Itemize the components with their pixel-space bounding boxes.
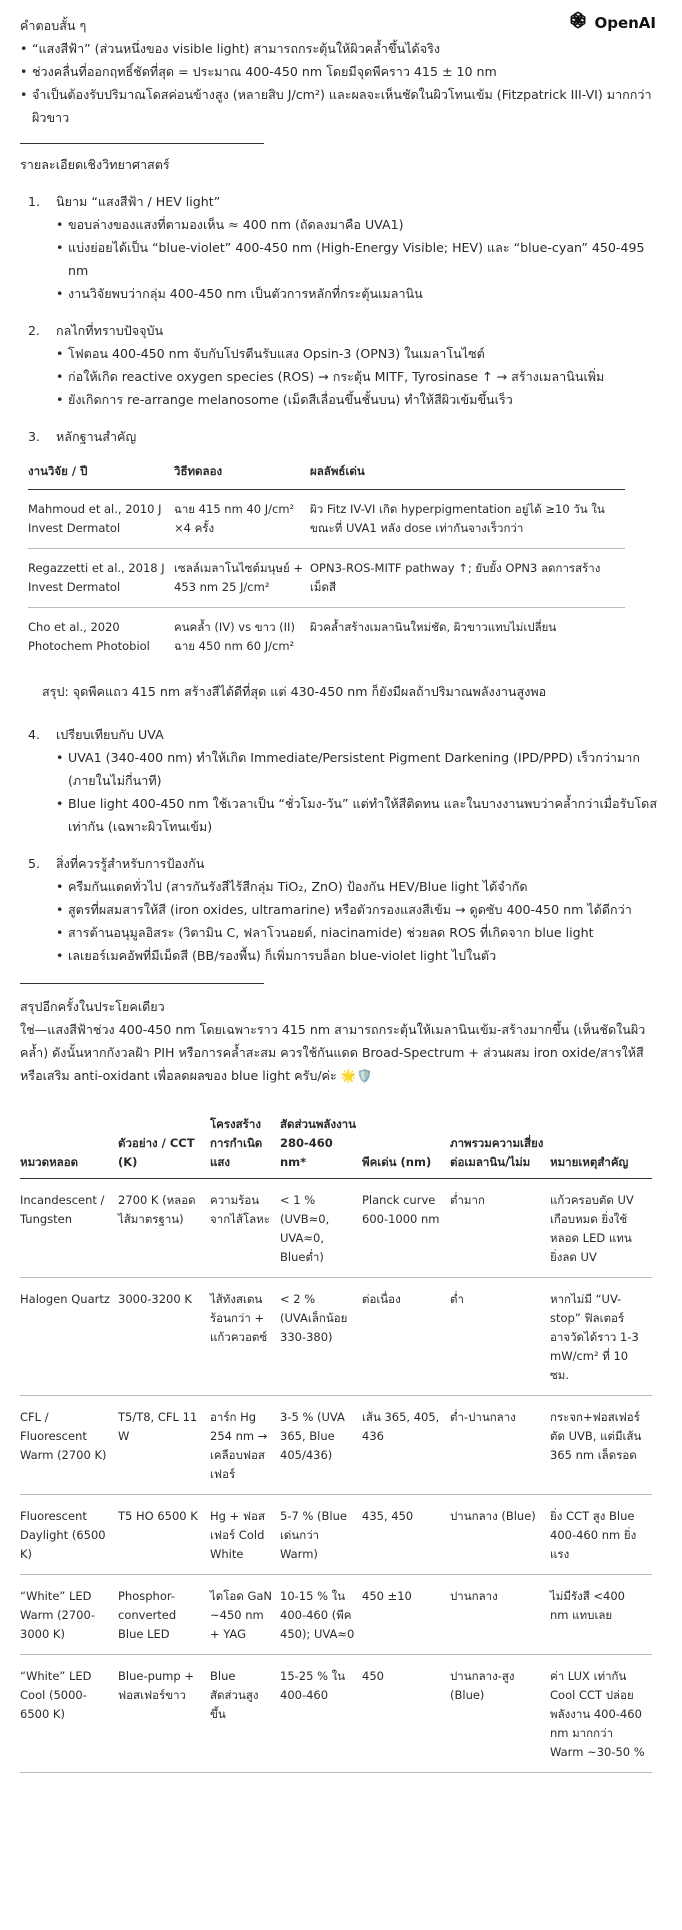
summary-emojis: 🌟🛡️ xyxy=(340,1068,373,1083)
section-title: สิ่งที่ควรรู้สำหรับการป้องกัน xyxy=(56,856,205,871)
table-cell: OPN3-ROS-MITF pathway ↑; ยับยั้ง OPN3 ลดการสร้างเม็ดสี xyxy=(310,549,625,608)
divider xyxy=(20,143,264,144)
table-cell: ปานกลาง (Blue) xyxy=(450,1495,550,1575)
table-cell: Blue สัดส่วนสูงขึ้น xyxy=(210,1655,280,1773)
table-cell: ต่ำ xyxy=(450,1278,550,1396)
science-list xyxy=(20,190,660,448)
section-4 xyxy=(28,723,660,838)
table-cell: Mahmoud et al., 2010 J Invest Dermatol xyxy=(28,490,174,549)
table-cell: Phosphor-converted Blue LED xyxy=(118,1575,210,1655)
table-cell: ไม่มีรังสี <400 nm แทบเลย xyxy=(550,1575,652,1655)
table-cell: อาร์ก Hg 254 nm → เคลือบฟอสเฟอร์ xyxy=(210,1396,280,1495)
section-number: 5. xyxy=(28,856,41,871)
section-bullet: • สารต้านอนุมูลอิสระ (วิตามิน C, ฟลาโวนอยด์, niacinamide) ช่วยลด ROS ที่เกิดจาก blue light xyxy=(56,921,660,944)
table-cell: ปานกลาง xyxy=(450,1575,550,1655)
table-cell: < 2 % (UVAเล็กน้อย 330-380) xyxy=(280,1278,362,1396)
section-bullet: • สูตรที่ผสมสารให้สี (iron oxides, ultramarine) หรือตัวกรองแสงสีเข้ม → ดูดซับ 400-450 nm ได้ดีกว่า xyxy=(56,898,660,921)
intro-heading: คำตอบสั้น ๆ xyxy=(20,18,87,33)
table-cell: Incandescent / Tungsten xyxy=(20,1179,118,1278)
table-cell: Halogen Quartz xyxy=(20,1278,118,1396)
table-row xyxy=(28,608,625,667)
section-number: 2. xyxy=(28,323,41,338)
section-title: เปรียบเทียบกับ UVA xyxy=(56,727,164,742)
intro-bullet: • ช่วงคลื่นที่ออกฤทธิ์ชัดที่สุด = ประมาณ 400-450 nm โดยมีจุดพีคราว 415 ± 10 nm xyxy=(20,60,660,83)
table-cell: T5 HO 6500 K xyxy=(118,1495,210,1575)
intro-bullets xyxy=(20,37,660,129)
table-row xyxy=(20,1575,652,1655)
table-cell: Regazzetti et al., 2018 J Invest Dermatol xyxy=(28,549,174,608)
table-header: ตัวอย่าง / CCT (K) xyxy=(118,1115,210,1179)
table-cell: 450 ±10 xyxy=(362,1575,450,1655)
evidence-table xyxy=(28,448,625,666)
table-row xyxy=(20,1278,652,1396)
section-2 xyxy=(28,319,660,411)
evidence-summary: สรุป: จุดพีคแถว 415 nm สร้างสีได้ดีที่สุด แต่ 430-450 nm ก็ยังมีผลถ้าปริมาณพลังงานสูงพอ xyxy=(42,684,547,699)
table-cell: < 1 % (UVB≈0, UVA≈0, Blueต่ำ) xyxy=(280,1179,362,1278)
table-header: โครงสร้างการกำเนิดแสง xyxy=(210,1115,280,1179)
table-header: พีคเด่น (nm) xyxy=(362,1115,450,1179)
table-cell: ผิว Fitz IV-VI เกิด hyperpigmentation อยู่ได้ ≥10 วัน ในขณะที่ UVA1 หลัง dose เท่ากันจางเร็วกว่า xyxy=(310,490,625,549)
table-cell: “White” LED Cool (5000-6500 K) xyxy=(20,1655,118,1773)
table-cell: ปานกลาง-สูง (Blue) xyxy=(450,1655,550,1773)
summary-text: ใช่—แสงสีฟ้าช่วง 400-450 nm โดยเฉพาะราว 415 nm สามารถกระตุ้นให้เมลานินเข้ม-สร้างมากขึ้น (เห็นชัดในผิวคล้ำ) ดังนั้นหากกังวลฝ้า PIH หรือการคล้ำสะสม ควรใช้กันแดด Broad-Spectrum + ส่วนผสม iron oxide/สารให้สี หรือเสริม anti-oxidant เพื่อลดผลของ blue light ครับ/ค่ะ 🌟🛡️ xyxy=(20,1018,660,1087)
section-title: กลไกที่ทราบปัจจุบัน xyxy=(56,323,164,338)
table-cell: ไดโอด GaN ~450 nm + YAG xyxy=(210,1575,280,1655)
table-cell: ไส้ทังสเตนร้อนกว่า + แก้วควอตซ์ xyxy=(210,1278,280,1396)
table-cell: ต่ำ-ปานกลาง xyxy=(450,1396,550,1495)
table-row xyxy=(28,490,625,549)
table-cell: เส้น 365, 405, 436 xyxy=(362,1396,450,1495)
table-cell: “White” LED Warm (2700-3000 K) xyxy=(20,1575,118,1655)
table-cell: ต่อเนื่อง xyxy=(362,1278,450,1396)
section-bullet: • ขอบล่างของแสงที่ตามองเห็น ≈ 400 nm (ถัดลงมาคือ UVA1) xyxy=(56,213,660,236)
table-row xyxy=(20,1655,652,1773)
divider xyxy=(20,983,264,984)
section-title: นิยาม “แสงสีฟ้า / HEV light” xyxy=(56,194,221,209)
table-header: หมายเหตุสำคัญ xyxy=(550,1115,652,1179)
section-5 xyxy=(28,852,660,967)
table-cell: Planck curve 600-1000 nm xyxy=(362,1179,450,1278)
table-cell: ฉาย 415 nm 40 J/cm² ×4 ครั้ง xyxy=(174,490,310,549)
table-cell: ผิวคล้ำสร้างเมลานินใหม่ชัด, ผิวขาวแทบไม่เปลี่ยน xyxy=(310,620,557,634)
table-cell: Blue-pump + ฟอสเฟอร์ขาว xyxy=(118,1655,210,1773)
table-header: ผลลัพธ์เด่น xyxy=(310,448,625,490)
science-list-continued xyxy=(20,723,660,967)
table-cell: Cho et al., 2020 Photochem Photobiol xyxy=(28,620,150,653)
section-1 xyxy=(28,190,660,305)
table-cell: แก้วครอบตัด UV เกือบหมด ยิ่งใช้หลอด LED แทน ยิ่งลด UV xyxy=(550,1179,652,1278)
table-row xyxy=(20,1179,652,1278)
table-cell: Fluorescent Daylight (6500 K) xyxy=(20,1495,118,1575)
table-cell: 5-7 % (Blue เด่นกว่า Warm) xyxy=(280,1495,362,1575)
section-bullet: • โฟตอน 400-450 nm จับกับโปรตีนรับแสง Opsin-3 (OPN3) ในเมลาโนไซต์ xyxy=(56,342,660,365)
lamp-table xyxy=(20,1115,652,1773)
section-title: หลักฐานสำคัญ xyxy=(56,429,137,444)
table-cell: ค่า LUX เท่ากัน Cool CCT ปล่อยพลังงาน 400-460 nm มากกว่า Warm ~30-50 % xyxy=(550,1655,652,1773)
section-bullet: • ยังเกิดการ re-arrange melanosome (เม็ดสีเลื่อนขึ้นชั้นบน) ทำให้สีผิวเข้มขึ้นเร็ว xyxy=(56,388,660,411)
brand-name: OpenAI xyxy=(594,14,656,32)
section-bullet: • ครีมกันแดดทั่วไป (สารกันรังสีไร้สีกลุ่ม TiO₂, ZnO) ป้องกัน HEV/Blue light ได้จำกัด xyxy=(56,875,660,898)
section-number: 3. xyxy=(28,429,41,444)
section-bullet: • เลเยอร์เมคอัพที่มีเม็ดสี (BB/รองพื้น) ก็เพิ่มการบล็อก blue-violet light ไปในตัว xyxy=(56,944,660,967)
section-bullet: • งานวิจัยพบว่ากลุ่ม 400-450 nm เป็นตัวการหลักที่กระตุ้นเมลานิน xyxy=(56,282,660,305)
table-cell: 450 xyxy=(362,1655,450,1773)
table-header: ภาพรวมความเสี่ยงต่อเมลานิน/ไม่ม xyxy=(450,1115,550,1179)
section-number: 4. xyxy=(28,727,41,742)
section-number: 1. xyxy=(28,194,41,209)
table-cell: 10-15 % ใน 400-460 (พีค 450); UVA≈0 xyxy=(280,1575,362,1655)
table-cell: CFL / Fluorescent Warm (2700 K) xyxy=(20,1396,118,1495)
section-bullet: • UVA1 (340-400 nm) ทำให้เกิด Immediate/Persistent Pigment Darkening (IPD/PPD) เร็วกว่ามาก (ภายในไม่กี่นาที) xyxy=(56,746,660,792)
table-cell: ความร้อนจากไส้โลหะ xyxy=(210,1179,280,1278)
table-header: หมวดหลอด xyxy=(20,1115,118,1179)
table-cell: 3-5 % (UVA 365, Blue 405/436) xyxy=(280,1396,362,1495)
table-cell: Hg + ฟอสเฟอร์ Cold White xyxy=(210,1495,280,1575)
table-row xyxy=(20,1396,652,1495)
section-bullet: • ก่อให้เกิด reactive oxygen species (ROS) → กระตุ้น MITF, Tyrosinase ↑ → สร้างเมลานินเพิ่ม xyxy=(56,365,660,388)
intro-bullet: • จำเป็นต้องรับปริมาณโดสค่อนข้างสูง (หลายสิบ J/cm²) และผลจะเห็นชัดในผิวโทนเข้ม (Fitzpatrick III-VI) มากกว่าผิวขาว xyxy=(20,83,660,129)
intro-bullet: • “แสงสีฟ้า” (ส่วนหนึ่งของ visible light) สามารถกระตุ้นให้ผิวคล้ำขึ้นได้จริง xyxy=(20,37,660,60)
table-cell: 3000-3200 K xyxy=(118,1278,210,1396)
table-header: สัดส่วนพลังงาน 280-460 nm* xyxy=(280,1115,362,1179)
table-cell: เซลล์เมลาโนไซต์มนุษย์ + 453 nm 25 J/cm² xyxy=(174,549,310,608)
table-cell: 15-25 % ใน 400-460 xyxy=(280,1655,362,1773)
section-bullet: • แบ่งย่อยได้เป็น “blue-violet” 400-450 nm (High-Energy Visible; HEV) และ “blue-cyan” 450-495 nm xyxy=(56,236,660,282)
table-row xyxy=(20,1495,652,1575)
table-header: วิธีทดลอง xyxy=(174,448,310,490)
science-heading: รายละเอียดเชิงวิทยาศาสตร์ xyxy=(20,157,170,172)
table-cell: หากไม่มี “UV-stop” ฟิลเตอร์ อาจวัดได้ราว 1-3 mW/cm² ที่ 10 ซม. xyxy=(550,1278,652,1396)
table-cell: ยิ่ง CCT สูง Blue 400-460 nm ยิ่งแรง xyxy=(550,1495,652,1575)
table-cell: กระจก+ฟอสเฟอร์ตัด UVB, แต่มีเส้น 365 nm เล็ดรอด xyxy=(550,1396,652,1495)
table-cell: 435, 450 xyxy=(362,1495,450,1575)
answer-content xyxy=(20,14,660,1773)
table-row xyxy=(28,549,625,608)
table-cell: T5/T8, CFL 11 W xyxy=(118,1396,210,1495)
table-header: งานวิจัย / ปี xyxy=(28,448,174,490)
table-cell: ต่ำมาก xyxy=(450,1179,550,1278)
section-3 xyxy=(28,425,660,448)
section-bullet: • Blue light 400-450 nm ใช้เวลาเป็น “ชั่วโมง-วัน” แต่ทำให้สีติดทน และในบางงานพบว่าคล้ำกว่าเมื่อรับโดสเท่ากัน (เฉพาะผิวโทนเข้ม) xyxy=(56,792,660,838)
table-cell: คนคล้ำ (IV) vs ขาว (II) ฉาย 450 nm 60 J/cm² xyxy=(174,620,295,653)
summary-heading: สรุปอีกครั้งในประโยคเดียว xyxy=(20,999,165,1014)
table-cell: 2700 K (หลอดไส้มาตรฐาน) xyxy=(118,1179,210,1278)
